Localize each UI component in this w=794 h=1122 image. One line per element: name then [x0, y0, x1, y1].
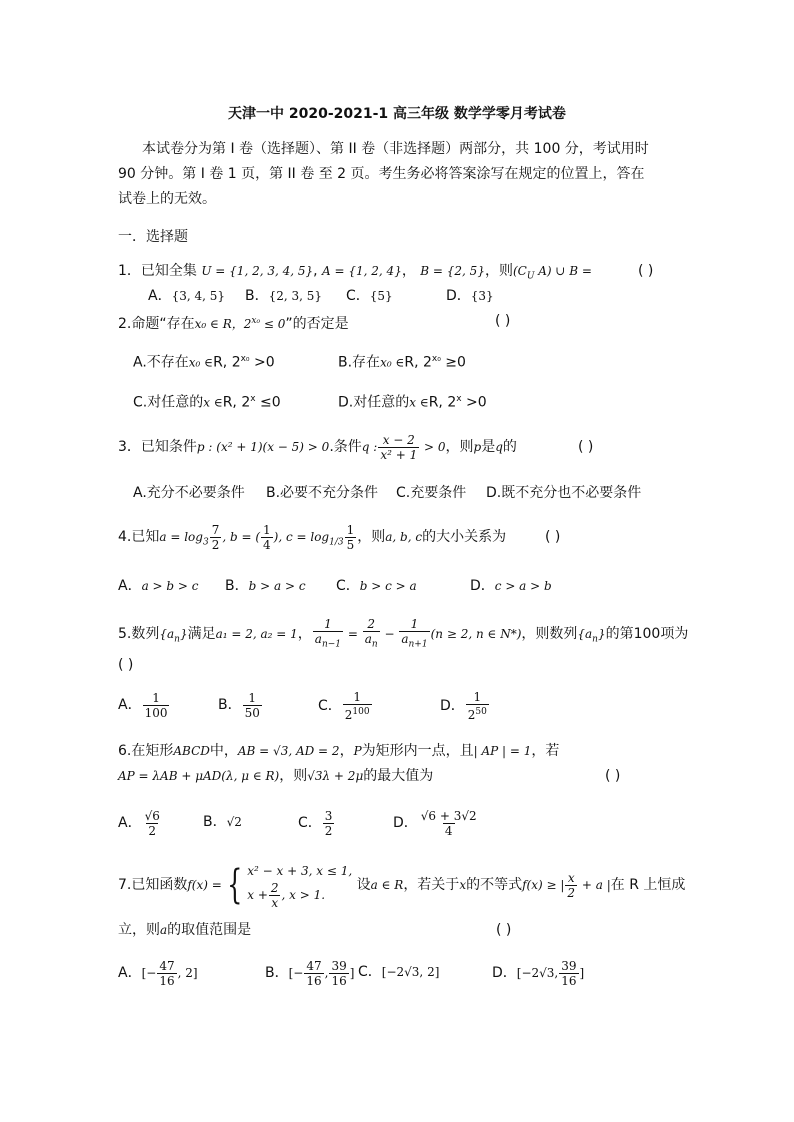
- q1-option-d: D．{3}: [446, 288, 494, 304]
- q1-option-b: B．{2, 3, 5}: [245, 288, 323, 304]
- q3-option-c: C.充要条件: [396, 485, 467, 501]
- q1-option-c: C．{5}: [346, 288, 393, 304]
- q1-prefix: 1．已知全集: [118, 263, 197, 279]
- q5-option-d: D． $\frac{1}{2^{50}}$: [440, 690, 487, 722]
- q5-option-c: C． $\frac{1}{2^{100}}$: [318, 690, 370, 722]
- q2-option-a: A.不存在x₀ ∈R, $2^{x_0} >0$: [133, 354, 275, 371]
- q7-answer-paren: ( ): [496, 922, 512, 938]
- exam-title: 天津一中 2020-2021-1 高三年级 数学学零月考试卷: [228, 106, 566, 122]
- q7-option-b: B．[− $\frac{47}{16}$ , $\frac{39}{16}$ ]: [265, 958, 355, 988]
- q2-option-d: D.对任意的x ∈R, $2^x >0$: [338, 394, 487, 411]
- q4-option-a: A．a > b > c: [118, 578, 199, 594]
- section-label: 一．选择题: [118, 229, 188, 245]
- q7-line-2: 立，则a的取值范围是: [118, 922, 252, 938]
- q1-mid: ，则: [484, 263, 513, 279]
- intro-line-1: 本试卷分为第 I 卷（选择题）、第 II 卷（非选择题）两部分，共 100 分，考试用时: [142, 141, 649, 157]
- q2-answer-paren: ( ): [495, 313, 511, 329]
- intro-line-2: 90 分钟。第 I 卷 1 页，第 II 卷 至 2 页。考生务必将答案涂写在规定的位置上，答在: [118, 166, 645, 182]
- q1-answer-paren: ( ): [638, 263, 654, 279]
- q2-option-c: C.对任意的x ∈R, $2^x \le 0$: [133, 394, 281, 411]
- q6-option-c: C． $\frac{3}{2}$: [298, 808, 333, 838]
- question-6: 6.在矩形ABCD中，AB = √3, AD = 2，P为矩形内一点，且| AP | = 1，若: [118, 743, 560, 759]
- q1-set-u: U = {1, 2, 3, 4, 5}: [201, 264, 314, 278]
- q7-option-c: C．[−2√3, 2]: [358, 964, 440, 980]
- q6-line-2: AP = λAB + μAD(λ, μ ∈ R)，则√3λ + 2μ的最大值为: [118, 768, 434, 784]
- q5-option-a: A． $\frac{1}{100}$: [118, 690, 168, 720]
- question-5: 5.数列$\{a_n\}$满足a₁ = 2, a₂ = 1， $\frac{1}{a_{n-1}}$ = $\frac{2}{a_n}$ − $\frac{1}{a_{n+1}}$ (n ≥ 2, n ∈ N*)，则数列$\{a_n\}$的第100项为: [118, 617, 689, 650]
- question-7: 7.已知函数f(x) = { x² − x + 3, x ≤ 1, x + $\frac{2}{x}$ , x > 1. 设a ∈ R，若关于x的不等式f(x) ≥ | $\frac{x}{2}$ + a |在 R 上恒成: [118, 862, 686, 910]
- q4-option-d: D．c > a > b: [470, 578, 552, 594]
- q5-answer-paren: ( ): [118, 657, 134, 673]
- q6-option-a: A． $\frac{√6}{2}$: [118, 808, 160, 838]
- q1-set-a: A = {1, 2, 4}: [322, 264, 402, 278]
- q6-option-b: B．√2: [203, 814, 242, 830]
- q1-option-a: A．{3, 4, 5}: [148, 288, 226, 304]
- q4-option-c: C．b > c > a: [336, 578, 417, 594]
- q3-option-a: A.充分不必要条件: [133, 485, 245, 501]
- question-4: 4.已知$a = \log_3$ $\frac{7}{2}$ , b = ( $\frac{1}{4}$ ), $c = \log_{1/3}$ $\frac{1}{5}$ ，则a, b, c的大小关系为: [118, 522, 507, 552]
- q3-option-b: B.必要不充分条件: [266, 485, 379, 501]
- q3-option-d: D.既不充分也不必要条件: [486, 485, 642, 501]
- q1-set-b: B = {2, 5}: [420, 264, 485, 278]
- q3-answer-paren: ( ): [578, 439, 594, 455]
- q7-option-d: D．[−2√3, $\frac{39}{16}$ ]: [492, 958, 585, 988]
- q1-expr: ($C_U$ A) ∪ B =: [512, 264, 592, 282]
- q7-option-a: A．[− $\frac{47}{16}$ , 2]: [118, 958, 198, 988]
- question-2: 2.命题“存在x₀ ∈ R，$2^{x_0} \le 0$”的否定是: [118, 316, 349, 332]
- q5-option-b: B． $\frac{1}{50}$: [218, 690, 260, 720]
- q4-option-b: B．b > a > c: [225, 578, 306, 594]
- q6-answer-paren: ( ): [605, 768, 621, 784]
- q6-option-d: D． $\frac{√6 + 3√2}{4}$: [393, 808, 477, 838]
- question-1: 1．已知全集 U = {1, 2, 3, 4, 5}, A = {1, 2, 4}， B = {2, 5}，则($C_U$ A) ∪ B =: [118, 263, 592, 282]
- intro-line-3: 试卷上的无效。: [118, 191, 216, 207]
- q4-answer-paren: ( ): [545, 529, 561, 545]
- question-3: 3．已知条件p : (x² + 1)(x − 5) > 0.条件q : $\frac{x - 2}{\text{x² + 1}}$ > 0，则p是q的: [118, 432, 517, 462]
- q2-option-b: B.存在x₀ ∈R, $2^{x_0} \ge 0$: [338, 354, 466, 371]
